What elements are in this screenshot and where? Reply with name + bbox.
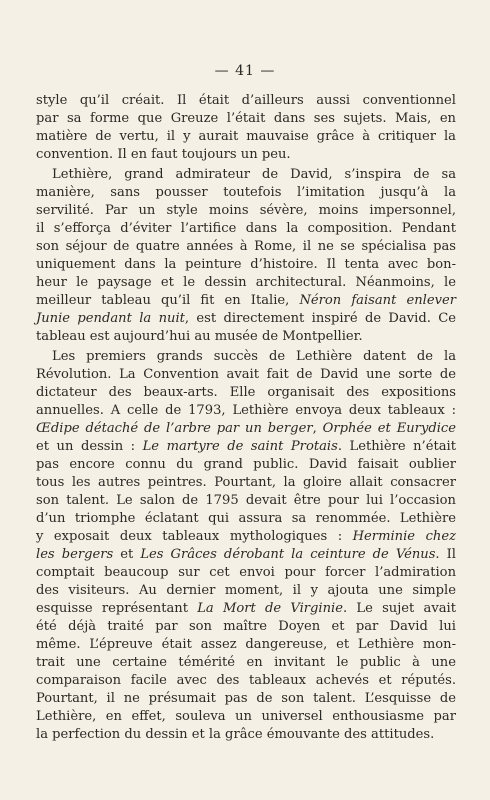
italic-title: La Mort de Virginie (197, 601, 343, 616)
text-line: uniquement dans la peinture d’histoire. Il tenta avec bon- (36, 257, 456, 272)
text-line: pas encore connu du grand public. David faisait oublier (36, 457, 456, 472)
text-line: tableau est aujourd’hui au musée de Montpellier. (36, 329, 363, 344)
text-fragment: . Le sujet avait (342, 601, 456, 616)
text-line: son talent. Le salon de 1795 devait être pour lui l’occasion (36, 493, 456, 508)
text-line (36, 310, 456, 328)
text-line: Les premiers grands succès de Lethière datent de la (52, 349, 456, 364)
text-line: la perfection du dessin et la grâce émouvante des attitudes. (36, 727, 435, 742)
text-line: Pourtant, il ne présumait pas de son talent. L’esquisse de (36, 691, 456, 706)
text-line: matière de vertu, il y aurait mauvaise grâce à critiquer la (36, 129, 456, 144)
text-line: Lethière, grand admirateur de David, s’inspira de sa (52, 167, 456, 182)
text-fragment: esquisse représentant (36, 601, 198, 616)
text-fragment: meilleur tableau qu’il fit en Italie, (36, 293, 300, 308)
italic-title: Le martyre de saint Protais (142, 439, 338, 454)
text-line: des visiteurs. Au dernier moment, il y ajouta une simple (36, 583, 456, 598)
text-fragment: . Il (435, 547, 456, 562)
text-line (36, 438, 456, 456)
text-line (36, 528, 456, 546)
text-line: par sa forme que Greuze l’était dans ses sujets. Mais, en (36, 111, 456, 126)
text-line: heur le paysage et le dessin architectural. Néanmoins, le (36, 275, 456, 290)
text-line: tous les autres peintres. Pourtant, la gloire allait consacrer (36, 475, 456, 490)
text-line: il s’efforça d’éviter l’artifice dans la composition. Pendant (36, 221, 456, 236)
text-line (36, 600, 456, 618)
text-line: manière, sans pousser toutefois l’imitation jusqu’à la (36, 185, 456, 200)
text-line: convention. Il en faut toujours un peu. (36, 147, 291, 162)
italic-title: Junie pendant la nuit (36, 311, 185, 326)
italic-title: Les Grâces dérobant la ceinture de Vénus (140, 547, 436, 562)
text-line: annuelles. A celle de 1793, Lethière envoya deux tableaux : (36, 403, 456, 418)
text-line: servilité. Par un style moins sévère, moins impersonnel, (36, 203, 456, 218)
italic-title: Œdipe détaché de l’arbre par un berger (36, 421, 313, 436)
text-fragment: . Lethière n’était (337, 439, 456, 454)
text-line: style qu’il créait. Il était d’ailleurs aussi conventionnel (36, 93, 456, 108)
text-line: été déjà traité par son maître Doyen et par David lui (36, 619, 456, 634)
text-fragment: et (113, 547, 141, 562)
text-line: comparaison facile avec des tableaux achevés et réputés. (36, 673, 456, 688)
text-line: son séjour de quatre années à Rome, il ne se spécialisa pas (36, 239, 456, 254)
text-fragment: , (312, 421, 323, 436)
italic-title: les bergers (36, 547, 114, 562)
text-line (36, 546, 456, 564)
text-fragment: et un dessin : (36, 439, 143, 454)
italic-title: Orphée et Eurydice (322, 421, 456, 436)
page-number: — 41 — (214, 63, 276, 79)
text-line (36, 420, 456, 438)
text-line: Lethière, en effet, souleva un universel enthousiasme par (36, 709, 456, 724)
text-line: trait une certaine témérité en invitant le public à une (36, 655, 456, 670)
paragraph-1 (36, 92, 456, 164)
paragraph-2 (36, 166, 456, 346)
body-text (36, 92, 456, 744)
text-fragment: , est directement inspiré de David. Ce (184, 311, 456, 326)
paragraph-3 (36, 348, 456, 744)
italic-title: Néron faisant enlever (299, 293, 456, 308)
text-fragment: y exposait deux tableaux mythologiques : (36, 529, 353, 544)
text-line: même. L’épreuve était assez dangereuse, et Lethière mon- (36, 637, 456, 652)
text-line: Révolution. La Convention avait fait de David une sorte de (36, 367, 456, 382)
text-line: dictateur des beaux-arts. Elle organisait des expositions (36, 385, 456, 400)
text-line (36, 292, 456, 310)
italic-title: Herminie chez (352, 529, 456, 544)
text-line: comptait beaucoup sur cet envoi pour forcer l’admiration (36, 565, 456, 580)
text-line: d’un triomphe éclatant qui assura sa renommée. Lethière (36, 511, 456, 526)
